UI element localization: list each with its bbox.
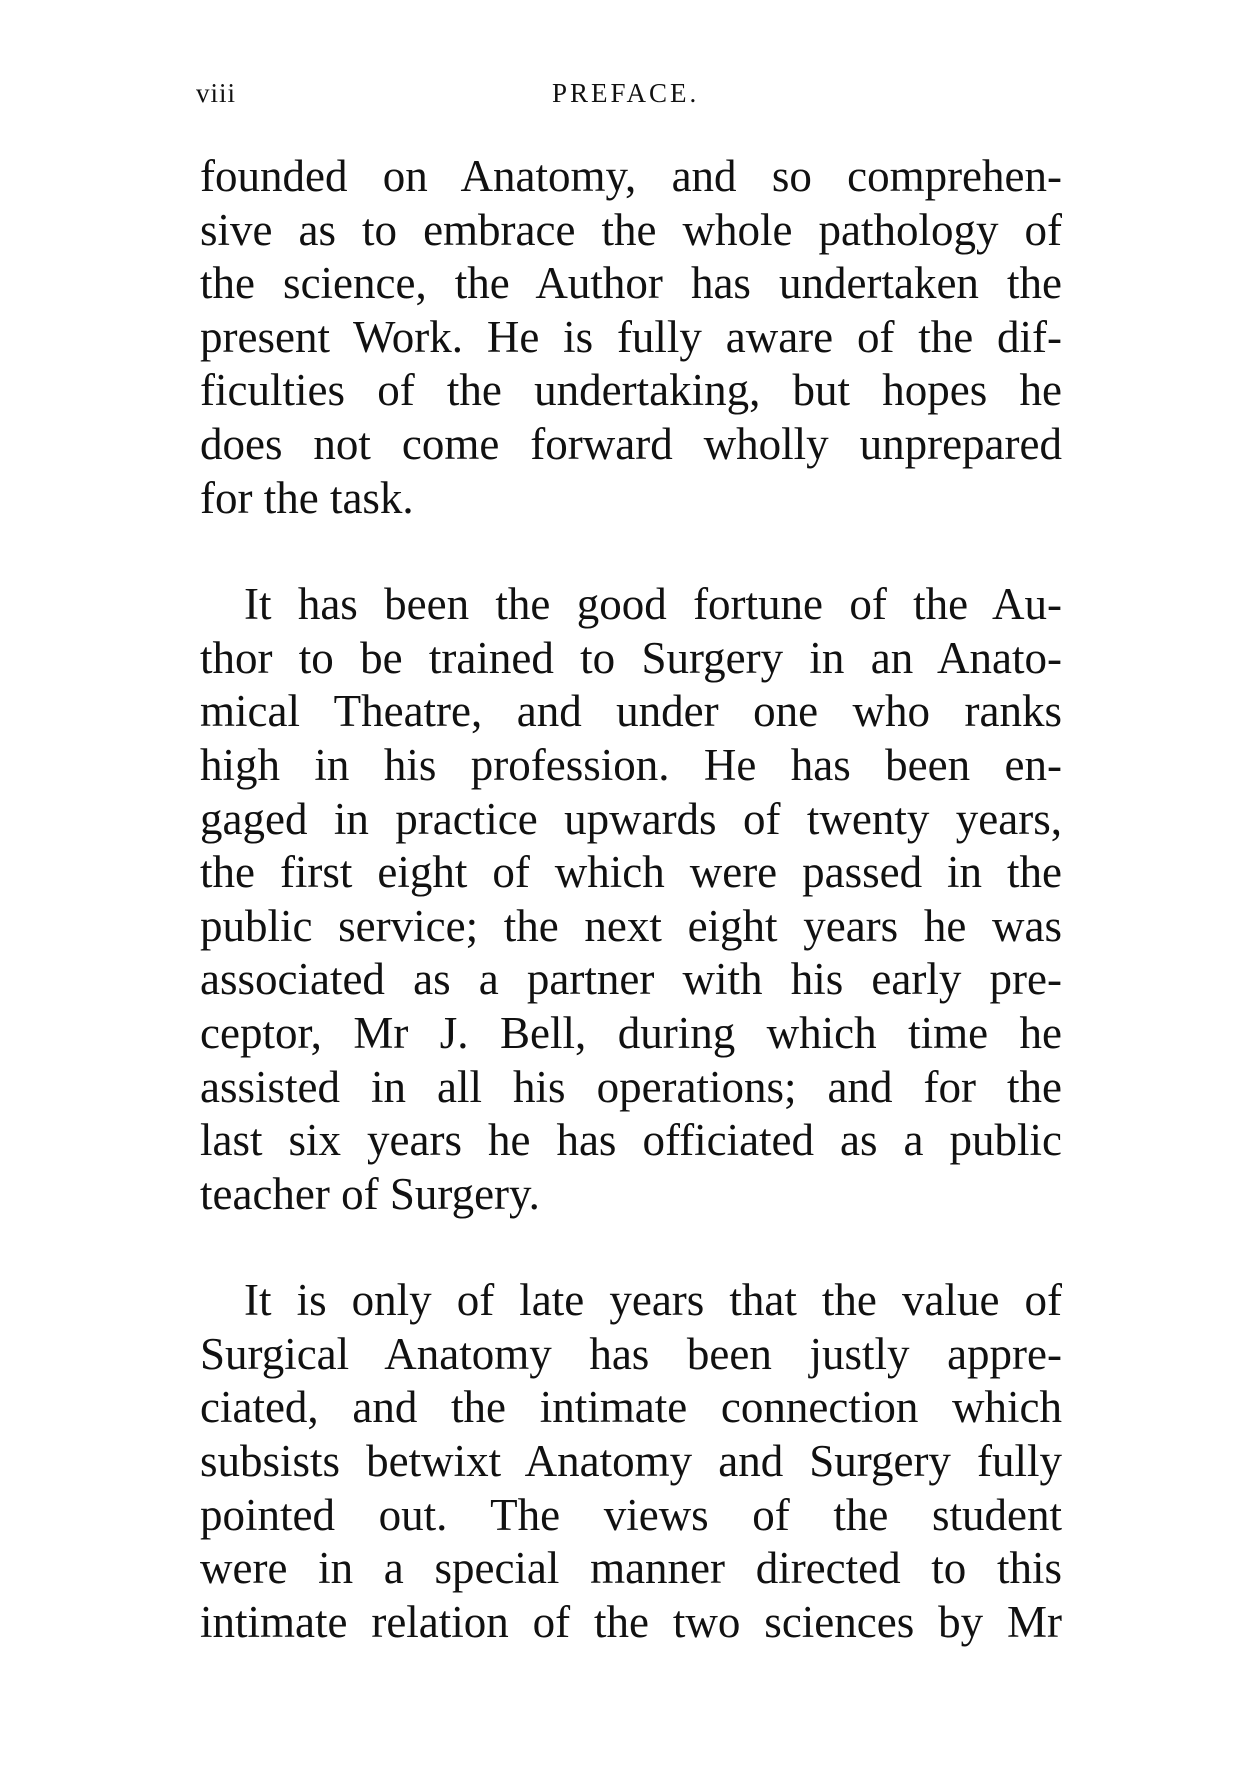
text-line: gaged in practice upwards of twenty years, bbox=[200, 793, 1062, 844]
page-number: viii bbox=[196, 78, 237, 108]
text-line: ceptor, Mr J. Bell, during which time he bbox=[200, 1007, 1062, 1058]
text-line: associated as a partner with his early pre- bbox=[200, 954, 1062, 1005]
text-line: intimate relation of the two sciences by Mr bbox=[200, 1596, 1062, 1647]
text-line: founded on Anatomy, and so comprehen- bbox=[200, 151, 1062, 201]
text-line: last six years he has officiated as a public bbox=[200, 1115, 1062, 1166]
body-text bbox=[200, 150, 1062, 1649]
paragraph-2 bbox=[200, 578, 1062, 1221]
text-line: It has been the good fortune of the Au- bbox=[244, 579, 1062, 630]
paragraph-gap bbox=[200, 525, 1062, 578]
text-line: does not come forward wholly unprepared bbox=[200, 418, 1062, 469]
text-line: mical Theatre, and under one who ranks bbox=[200, 686, 1062, 737]
text-line: Surgical Anatomy has been justly appre- bbox=[200, 1328, 1062, 1379]
text-line: It is only of late years that the value of bbox=[244, 1275, 1062, 1326]
text-line: the first eight of which were passed in the bbox=[200, 847, 1062, 898]
paragraph-gap bbox=[200, 1221, 1062, 1274]
text-line: ciated, and the intimate connection which bbox=[200, 1382, 1062, 1433]
text-line: public service; the next eight years he was bbox=[200, 900, 1062, 951]
paragraph-3 bbox=[200, 1274, 1062, 1649]
paragraph-1 bbox=[200, 150, 1062, 525]
text-line: ficulties of the undertaking, but hopes he bbox=[200, 365, 1062, 416]
text-line: present Work. He is fully aware of the dif- bbox=[200, 311, 1062, 362]
text-line: sive as to embrace the whole pathology of bbox=[200, 204, 1062, 255]
running-title: PREFACE. bbox=[552, 78, 700, 108]
text-line: subsists betwixt Anatomy and Surgery fully bbox=[200, 1436, 1062, 1487]
text-line: pointed out. The views of the student bbox=[200, 1489, 1062, 1540]
text-line: thor to be trained to Surgery in an Anato- bbox=[200, 632, 1062, 683]
running-head bbox=[196, 78, 1066, 118]
text-line: the science, the Author has undertaken the bbox=[200, 258, 1062, 309]
text-line: were in a special manner directed to this bbox=[200, 1543, 1062, 1594]
text-line: teacher of Surgery. bbox=[200, 1168, 540, 1219]
text-line: assisted in all his operations; and for the bbox=[200, 1061, 1062, 1112]
text-line: for the task. bbox=[200, 472, 414, 523]
text-line: high in his profession. He has been en- bbox=[200, 739, 1062, 790]
